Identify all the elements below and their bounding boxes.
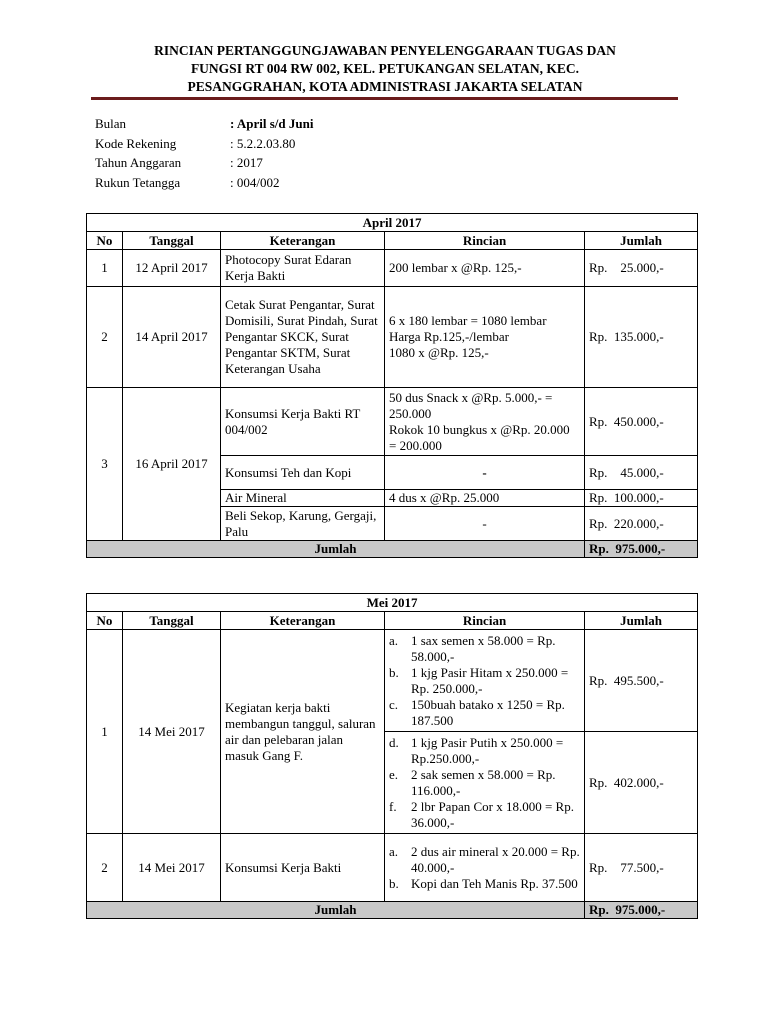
total-label: Jumlah [87,902,585,919]
title-line-2: FUNGSI RT 004 RW 002, KEL. PETUKANGAN SELATAN, KEC. [190,61,580,76]
cell-tanggal: 14 April 2017 [123,287,221,388]
cell-jumlah: Rp. 450.000,- [585,388,698,456]
meta-info [95,116,313,194]
title-line-1: RINCIAN PERTANGGUNGJAWABAN PENYELENGGARAAN TUGAS DAN [154,43,616,58]
cell-keterangan: Photocopy Surat Edaran Kerja Bakti [221,250,385,287]
cell-jumlah: Rp. 220.000,- [585,507,698,541]
meta-row-tahun-anggaran [95,155,313,175]
list-item: b. Kopi dan Teh Manis Rp. 37.500 [389,875,578,891]
table-row [87,630,698,732]
meta-label: Rukun Tetangga [95,174,181,190]
total-label: Jumlah [87,541,585,558]
meta-label: Tahun Anggaran [95,155,182,170]
table-row [87,388,698,456]
total-value: Rp. 975.000,- [585,902,698,919]
cell-tanggal: 14 Mei 2017 [123,630,221,834]
cell-rincian: 4 dus x @Rp. 25.000 [385,490,585,507]
list-item: e. 2 sak semen x 58.000 = Rp. 116.000,- [389,766,556,798]
total-row [87,902,698,919]
title-underline [91,97,678,100]
meta-value: : 2017 [230,155,263,170]
cell-keterangan: Air Mineral [221,490,385,507]
meta-value: : 004/002 [230,174,280,190]
rincian-line: 6 x 180 lembar = 1080 lembar [389,313,547,328]
month-header: Mei 2017 [87,594,698,612]
cell-rincian: 200 lembar x @Rp. 125,- [385,250,585,287]
cell-keterangan: Kegiatan kerja bakti membangun tanggul, saluran air dan pelebaran jalan masuk Gang F. [221,630,385,834]
cell-keterangan: Cetak Surat Pengantar, Surat Domisili, Surat Pindah, Surat Pengantar SKCK, Surat Pengantar SKTM, Surat Keterangan Usaha [221,287,385,388]
cell-tanggal: 14 Mei 2017 [123,834,221,902]
list-item: f. 2 lbr Papan Cor x 18.000 = Rp. 36.000,- [389,798,574,830]
cell-jumlah: Rp. 77.500,- [585,834,698,902]
col-header-rincian: Rincian [385,232,585,250]
rincian-line: 50 dus Snack x @Rp. 5.000,- = 250.000 [389,389,553,421]
meta-value: : April s/d Juni [230,116,314,131]
col-header-tanggal: Tanggal [123,232,221,250]
meta-row-bulan [95,116,313,136]
cell-rincian [385,732,585,834]
table-row [87,250,698,287]
table-row [87,287,698,388]
meta-label: Bulan [95,116,127,131]
cell-rincian [385,287,585,388]
list-item: c. 150buah batako x 1250 = Rp. 187.500 [389,696,565,728]
col-header-tanggal: Tanggal [123,612,221,630]
rincian-list [389,844,580,892]
list-item: a. 2 dus air mineral x 20.000 = Rp. 40.000,- [389,843,580,875]
cell-rincian: - [385,456,585,490]
cell-tanggal: 16 April 2017 [123,388,221,541]
list-item: b. 1 kjg Pasir Hitam x 250.000 = Rp. 250.000,- [389,664,569,696]
table-row [87,834,698,902]
total-row [87,541,698,558]
cell-no: 3 [87,388,123,541]
col-header-jumlah: Jumlah [585,612,698,630]
cell-jumlah: Rp. 495.500,- [585,630,698,732]
meta-label: Kode Rekening [95,135,177,151]
cell-rincian [385,834,585,902]
cell-no: 1 [87,250,123,287]
mei-table [86,593,698,919]
meta-value: : 5.2.2.03.80 [230,135,296,151]
total-value: Rp. 975.000,- [585,541,698,558]
cell-keterangan: Konsumsi Kerja Bakti [221,834,385,902]
rincian-line: Rokok 10 bungkus x @Rp. 20.000 = 200.000 [389,421,570,453]
col-header-no: No [87,612,123,630]
col-header-no: No [87,232,123,250]
title-line-3: PESANGGRAHAN, KOTA ADMINISTRASI JAKARTA SELATAN [187,79,583,94]
rincian-list [389,633,580,729]
cell-rincian: - [385,507,585,541]
meta-row-kode-rekening [95,136,313,156]
cell-tanggal: 12 April 2017 [123,250,221,287]
cell-no: 2 [87,287,123,388]
cell-keterangan: Beli Sekop, Karung, Gergaji, Palu [221,507,385,541]
col-header-keterangan: Keterangan [221,612,385,630]
col-header-rincian: Rincian [385,612,585,630]
cell-jumlah: Rp. 25.000,- [585,250,698,287]
list-item: a. 1 sax semen x 58.000 = Rp. 58.000,- [389,632,556,664]
list-item: d. 1 kjg Pasir Putih x 250.000 = Rp.250.000,- [389,734,564,766]
document-title [90,42,680,96]
cell-rincian [385,388,585,456]
cell-keterangan: Konsumsi Kerja Bakti RT 004/002 [221,388,385,456]
cell-keterangan: Konsumsi Teh dan Kopi [221,456,385,490]
col-header-keterangan: Keterangan [221,232,385,250]
cell-jumlah: Rp. 45.000,- [585,456,698,490]
cell-no: 1 [87,630,123,834]
col-header-jumlah: Jumlah [585,232,698,250]
cell-jumlah: Rp. 100.000,- [585,490,698,507]
cell-jumlah: Rp. 402.000,- [585,732,698,834]
meta-row-rukun-tetangga [95,175,313,195]
cell-jumlah: Rp. 135.000,- [585,287,698,388]
rincian-line: Harga Rp.125,-/lembar [389,329,509,344]
rincian-line: 1080 x @Rp. 125,- [389,345,489,360]
month-header: April 2017 [87,214,698,232]
rincian-list [389,735,580,831]
april-table [86,213,698,558]
cell-rincian [385,630,585,732]
cell-no: 2 [87,834,123,902]
